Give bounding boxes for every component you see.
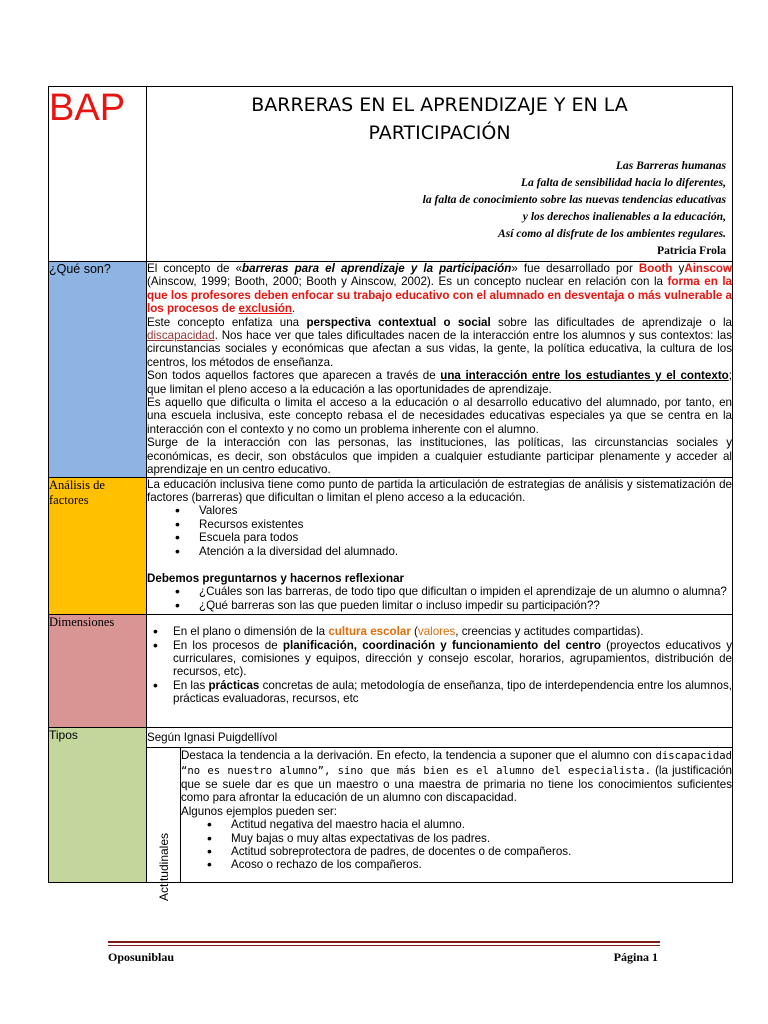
list-item: • ¿Qué barreras son las que pueden limitar o incluso impedir su participación?? — [199, 599, 732, 612]
footer-divider — [108, 941, 660, 943]
list-item: • En las prácticas concretas de aula; metodología de enseñanza, tipo de interdependencia entre los alumnos, prácticas evaluadoras, recursos, etc — [173, 679, 732, 706]
bap-acronym: BAP — [49, 87, 147, 262]
page-title: BARRERAS EN EL APRENDIZAJE Y EN LA PARTICIPACIÓN — [251, 94, 628, 144]
paragraph: El concepto de «barreras para el aprendizaje y la participación» fue desarrollado por Booth yAinscow (Ainscow, 1999; Booth, 2000; Booth y Ainscow, 2002). Es un concepto nuclear en relación con la forma en la que los profesores deben enfocar su trabajo educativo con el alumnado en desventaja o más vulnerable a los procesos de exclusión. — [147, 262, 732, 316]
list-item: • ¿Cuáles son las barreras, de todo tipo que dificultan o impiden el aprendizaje de un alumno o alumna? — [199, 585, 732, 598]
list-item: • En el plano o dimensión de la cultura escolar (valores, creencias y actitudes compartidas). — [173, 625, 732, 638]
list-item: • Recursos existentes — [199, 518, 732, 531]
example-list — [181, 818, 732, 872]
content-table — [48, 86, 733, 902]
paragraph: Este concepto enfatiza una perspectiva contextual o social sobre las dificultades de aprendizaje o la discapacidad. Nos hace ver que tales dificultades nacen de la interacción entre los alumnos y sus contextos: las circunstancias sociales y económicas que afectan a sus vidas, la gente, la política educativa, la cultura de los centros, los métodos de enseñanza. — [147, 315, 733, 369]
tipos-source: Según Ignasi Puigdellívol — [147, 728, 733, 748]
title-cell — [147, 87, 733, 262]
paragraph: Son todos aquellos factores que aparecen a través de una interacción entre los estudiantes y el contexto; que limitan el pleno acceso a la educación a las oportunidades de aprendizaje. — [147, 369, 732, 396]
row-label-dimensiones: Dimensiones — [49, 615, 147, 728]
tipos-detail-cell — [147, 748, 733, 902]
list-item: • Actitud sobreprotectora de padres, de docentes o de compañeros. — [231, 845, 732, 858]
actitudinales-cell — [147, 748, 181, 902]
link-exclusion[interactable]: exclusión — [238, 302, 292, 316]
list-item: • Valores — [199, 504, 732, 517]
row-label-tipos: Tipos — [49, 728, 147, 883]
question-list — [147, 585, 732, 614]
list-item: • Muy bajas o muy altas expectativas de los padres. — [231, 832, 732, 845]
page-number: Página 1 — [613, 950, 658, 964]
actitudinales-content: Destaca la tendencia a la derivación. En efecto, la tendencia a suponer que el alumno con discapacidad “no es nuestro alumno”, sino que más bien es el alumno del especialista. (la justificación que se suele dar es que un maestro o una maestra de primaria no tiene los conocimientos suficientes como para afrontar la educación de un alumno con discapacidad. Algunos ejemplos pueden ser: • Actitud negativa del maestro hacia el alumno. • Muy bajas o muy altas expectativas de los padres. • Actitud sobreprotectora de padres, de docentes o de compañeros. • Acoso o rechazo de los compañeros. — [181, 748, 733, 882]
dimension-list — [147, 625, 732, 705]
list-item: • En los procesos de planificación, coordinación y funcionamiento del centro (proyectos educativos y curriculares, comisiones y equipos, dirección y consejo escolar, horarios, agrupamientos, distribución de recursos, etc). — [173, 639, 732, 679]
row-label-analisis: Análisis de factores — [49, 477, 147, 615]
list-item: • Atención a la diversidad del alumnado. — [199, 545, 732, 558]
epigraph-quote: Las Barreras humanas La falta de sensibilidad hacia lo diferentes, la falta de conocimiento sobre las nuevas tendencias educativas y los derechos inalienables a la educación, Así como al disfrute de los ambientes regulares. Patricia Frola — [147, 157, 732, 261]
factor-list — [147, 504, 732, 558]
paragraph: Es aquello que dificulta o limita el acceso a la educación o al desarrollo educativo del alumnado, por tanto, en una escuela inclusiva, este concepto rebasa el de necesidades educativas especiales ya que se centra en la interacción con el contexto y no como un problema inherente con el alumno. — [147, 396, 732, 436]
quote-author: Patricia Frola — [656, 244, 726, 257]
tipos-subtable — [147, 748, 732, 902]
list-item: • Acoso o rechazo de los compañeros. — [231, 858, 732, 871]
question-heading: Debemos preguntarnos y hacernos reflexionar — [147, 571, 405, 585]
actitudinales-label: Actitudinales — [156, 833, 171, 902]
dimensiones-content — [147, 615, 733, 728]
que-son-content — [147, 262, 733, 478]
row-label-que-son: ¿Qué son? — [49, 262, 147, 478]
analisis-content: La educación inclusiva tiene como punto de partida la articulación de estrategias de análisis y sistematización de factores (barreras) que dificultan o limitan el pleno acceso a la educación. • Valores • Recursos existentes • Escuela para todos • Atención a la diversidad del alumnado. Debemos preguntarnos y hacernos reflexionar • ¿Cuáles son las barreras, de todo tipo que dificultan o impiden el aprendizaje de un alumno o alumna? • ¿Qué barreras son las que pueden limitar o incluso impedir su participación?? — [147, 477, 733, 615]
paragraph: Surge de la interacción con las personas, las instituciones, las políticas, las circunstancias sociales y económicas, es decir, son obstáculos que impiden a cualquier estudiante participar plenamente y acceder al aprendizaje en un centro educativo. — [147, 436, 732, 477]
link-discapacidad[interactable]: discapacidad — [147, 329, 215, 343]
list-item: • Escuela para todos — [199, 531, 732, 544]
footer-divider-thin — [108, 945, 660, 946]
list-item: • Actitud negativa del maestro hacia el alumno. — [231, 818, 732, 831]
footer-left-text: Oposuniblau — [108, 950, 175, 964]
